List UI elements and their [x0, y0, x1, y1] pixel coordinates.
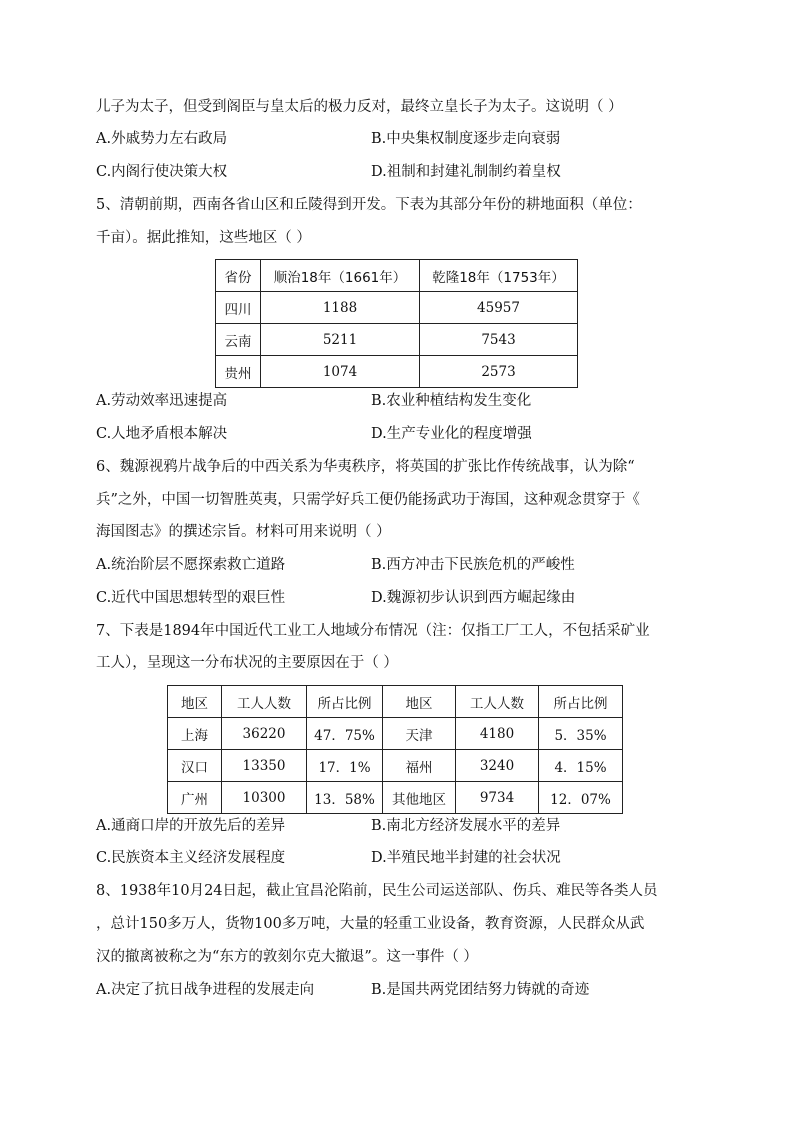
table-cell: 17．1% [307, 750, 383, 782]
q6-stem-line-2: 兵”之外，中国一切智胜英夷，只需学好兵工便仍能扬武功于海国，这种观念贯穿于《 [96, 492, 640, 508]
table-cell: 12．07% [539, 782, 623, 814]
table-cell: 贵州 [216, 356, 261, 388]
table-cell: 10300 [222, 782, 307, 814]
q5-stem-line-1: 5、清朝前期，西南各省山区和丘陵得到开发。下表为其部分年份的耕地面积（单位： [96, 197, 642, 213]
q4-option-b: B.中央集权制度逐步走向衰弱 [371, 131, 561, 147]
table-cell: 1074 [261, 356, 420, 388]
table-header-cell: 地区 [168, 686, 222, 718]
table-header-cell: 所占比例 [307, 686, 383, 718]
table-cell: 汉口 [168, 750, 222, 782]
table-cell: 36220 [222, 718, 307, 750]
q7-stem-line-2: 工人），呈现这一分布状况的主要原因在于（ ） [96, 655, 398, 671]
q4-option-d: D.祖制和封建礼制制约着皇权 [371, 164, 561, 180]
table-row [168, 750, 623, 782]
table-cell: 5211 [261, 324, 420, 356]
q6-option-b: B.西方冲击下民族危机的严峻性 [371, 557, 575, 573]
table-header-row [168, 686, 623, 718]
table-cell: 1188 [261, 292, 420, 324]
table-header-cell: 工人人数 [222, 686, 307, 718]
q4-option-a: A.外戚势力左右政局 [96, 131, 228, 147]
q4-stem: 儿子为太子，但受到阁臣与皇太后的极力反对，最终立皇长子为太子。这说明（ ） [96, 99, 623, 115]
q8-option-b: B.是国共两党团结努力铸就的奇迹 [371, 982, 590, 998]
table-header-cell: 地区 [383, 686, 456, 718]
table-header-cell: 乾隆18年（1753年） [420, 260, 578, 292]
table-cell: 3240 [456, 750, 539, 782]
table-cell: 上海 [168, 718, 222, 750]
table-cell: 云南 [216, 324, 261, 356]
table-header-cell: 所占比例 [539, 686, 623, 718]
q6-option-d: D.魏源初步认识到西方崛起缘由 [371, 590, 576, 606]
q5-table [215, 259, 578, 388]
table-header-cell: 工人人数 [456, 686, 539, 718]
table-cell: 4180 [456, 718, 539, 750]
q7-option-d: D.半殖民地半封建的社会状况 [371, 850, 561, 866]
q6-stem-line-1: 6、魏源视鸦片战争后的中西关系为华夷秩序，将英国的扩张比作传统战事，认为除“ [96, 459, 635, 475]
table-cell: 福州 [383, 750, 456, 782]
q4-option-c: C.内阁行使决策大权 [96, 164, 228, 180]
q7-option-c: C.民族资本主义经济发展程度 [96, 850, 286, 866]
table-cell: 天津 [383, 718, 456, 750]
table-row [216, 324, 578, 356]
q8-option-a: A.决定了抗日战争进程的发展走向 [96, 982, 315, 998]
q7-option-a: A.通商口岸的开放先后的差异 [96, 818, 286, 834]
table-cell: 9734 [456, 782, 539, 814]
table-cell: 其他地区 [383, 782, 456, 814]
q5-option-d: D.生产专业化的程度增强 [371, 426, 532, 442]
table-row [216, 292, 578, 324]
q8-stem-line-1: 8、1938年10月24日起，截止宜昌沦陷前，民生公司运送部队、伤兵、难民等各类人员 [96, 883, 658, 899]
q5-stem-line-2: 千亩）。据此推知，这些地区（ ） [96, 230, 311, 246]
table-cell: 7543 [420, 324, 578, 356]
q7-option-b: B.南北方经济发展水平的差异 [371, 818, 561, 834]
q5-option-a: A.劳动效率迅速提高 [96, 393, 228, 409]
table-cell: 5．35% [539, 718, 623, 750]
table-cell: 2573 [420, 356, 578, 388]
q7-stem-line-1: 7、下表是1894年中国近代工业工人地域分布情况（注：仅指工厂工人，不包括采矿业 [96, 623, 650, 639]
q5-option-b: B.农业种植结构发生变化 [371, 393, 532, 409]
table-cell: 四川 [216, 292, 261, 324]
q6-stem-line-3: 海国图志》的撰述宗旨。材料可用来说明（ ） [96, 524, 391, 540]
table-cell: 4．15% [539, 750, 623, 782]
q8-stem-line-2: ，总计150多万人，货物100多万吨，大量的轻重工业设备，教育资源，人民群众从武 [96, 916, 645, 932]
q6-option-c: C.近代中国思想转型的艰巨性 [96, 590, 286, 606]
q6-option-a: A.统治阶层不愿探索救亡道路 [96, 557, 286, 573]
table-cell: 广州 [168, 782, 222, 814]
table-cell: 13350 [222, 750, 307, 782]
q8-stem-line-3: 汉的撤离被称之为“东方的敦刻尔克大撤退”。这一事件（ ） [96, 949, 478, 965]
q7-table [167, 685, 623, 814]
table-header-cell: 省份 [216, 260, 261, 292]
table-row [216, 356, 578, 388]
table-header-row [216, 260, 578, 292]
table-cell: 47．75% [307, 718, 383, 750]
table-cell: 45957 [420, 292, 578, 324]
table-row [168, 782, 623, 814]
table-cell: 13．58% [307, 782, 383, 814]
q5-option-c: C.人地矛盾根本解决 [96, 426, 228, 442]
table-header-cell: 顺治18年（1661年） [261, 260, 420, 292]
table-row [168, 718, 623, 750]
